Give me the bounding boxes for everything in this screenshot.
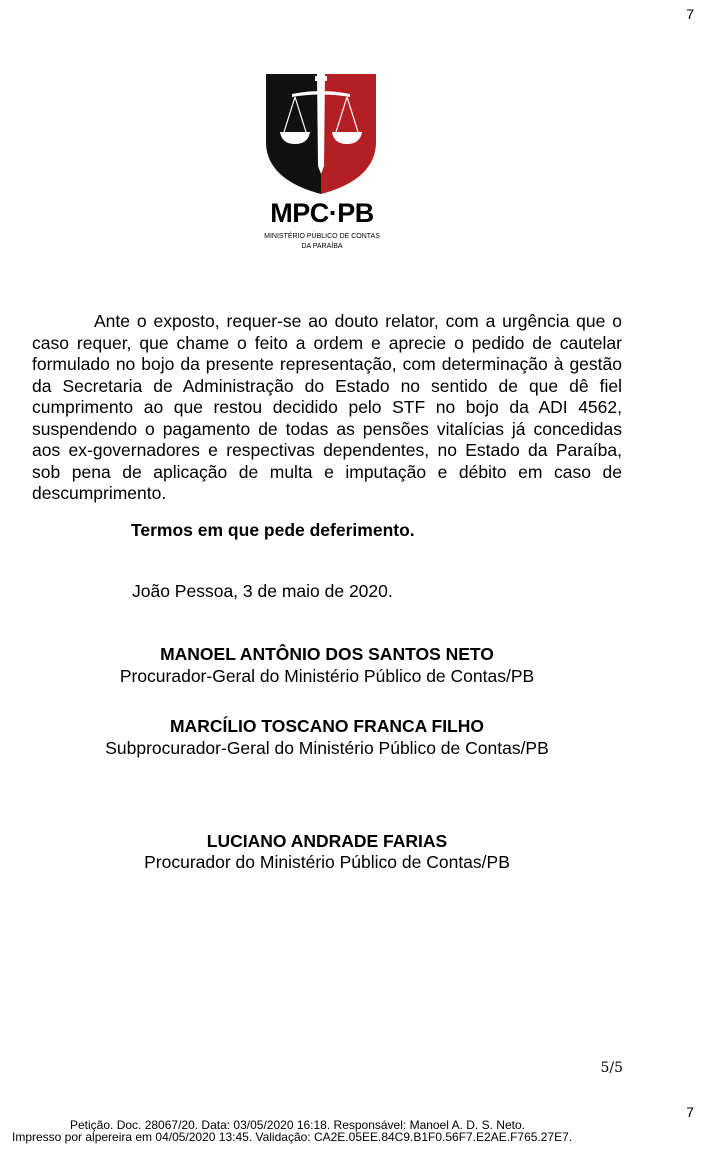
logo-subtitle-line2: DA PARAÍBA: [301, 243, 343, 250]
signature-role: Procurador-Geral do Ministério Público de Contas/PB: [119, 666, 535, 686]
page-number-top: 7: [686, 6, 694, 22]
signature-role: Procurador do Ministério Público de Contas/PB: [144, 852, 510, 872]
logo-title: MPC·PB: [270, 198, 374, 228]
logo-subtitle-line1: MINISTÉRIO PÚBLICO DE CONTAS: [264, 233, 380, 240]
signature-name: MANOEL ANTÔNIO DOS SANTOS NETO: [160, 644, 494, 664]
mpc-pb-logo: [262, 70, 382, 260]
page-number-bottom: 7: [686, 1104, 694, 1120]
shield-scales-sword-icon: [262, 70, 382, 195]
place-date: João Pessoa, 3 de maio de 2020.: [132, 581, 393, 601]
body-paragraph: Ante o exposto, requer-se ao douto relator, com a urgência que o caso requer, que chame o feito a ordem e aprecie o pedido de cautelar formulado no bojo da presente representação, com determinação à gestão da Secretaria de Administração do Estado no sentido de que dê fiel cumprimento ao que restou decidido pelo STF no bojo da ADI 4562, suspendendo o pagamento de todas as pensões vitalícias já concedidas aos ex-governadores e respectivas dependentes, no Estado da Paraíba, sob pena de aplicação de multa e imputação e débito em caso de descumprimento.: [32, 311, 622, 503]
footer-line-2: Impresso por alpereira em 04/05/2020 13:45. Validação: CA2E.05EE.84C9.B1F0.56F7.E2AE.F765.27E7.: [12, 1130, 573, 1144]
closing-line: Termos em que pede deferimento.: [131, 520, 415, 540]
page-of-indicator: 5/5: [600, 1060, 623, 1076]
footer-line-1: Petição. Doc. 28067/20. Data: 03/05/2020 16:18. Responsável: Manoel A. D. S. Neto.: [70, 1118, 525, 1132]
signature-name: MARCÍLIO TOSCANO FRANCA FILHO: [169, 716, 484, 736]
signature-role: Subprocurador-Geral do Ministério Público de Contas/PB: [105, 738, 549, 758]
signature-name: LUCIANO ANDRADE FARIAS: [206, 831, 448, 851]
